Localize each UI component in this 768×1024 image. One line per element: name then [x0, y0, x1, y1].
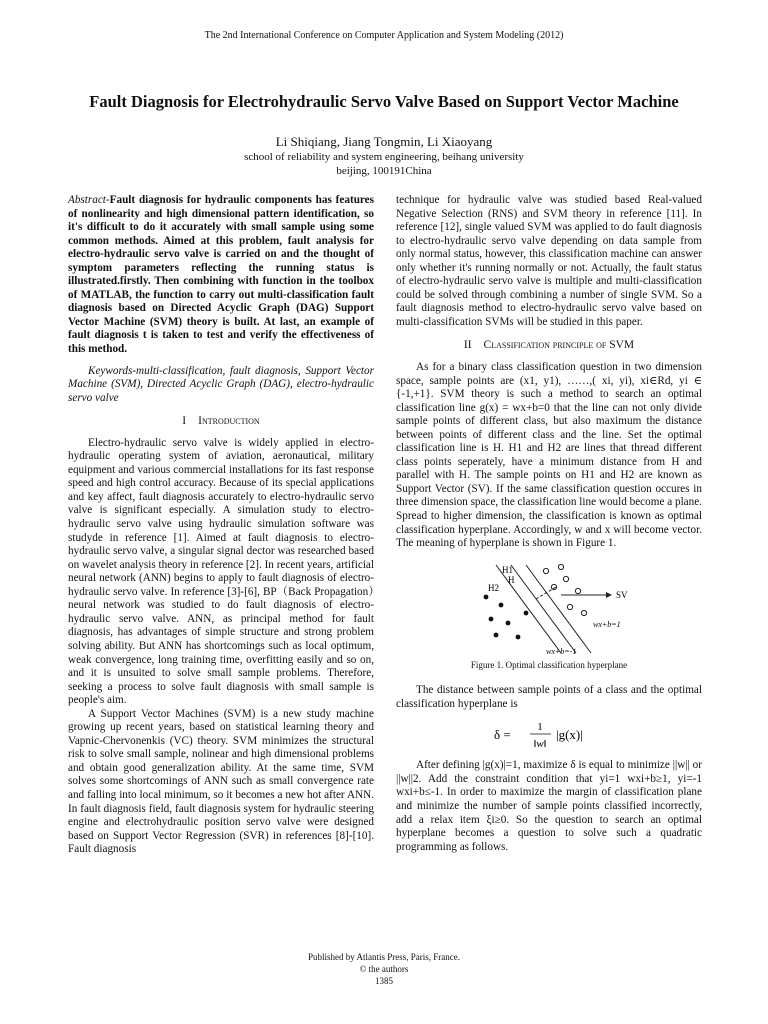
sample-point-open — [575, 588, 580, 593]
abstract-lead: Abstract- — [68, 194, 110, 206]
figure-1-caption: Figure 1. Optimal classification hyperplane — [470, 659, 628, 670]
label-h: H — [508, 574, 515, 585]
sample-point-open — [581, 610, 586, 615]
sample-point-open — [551, 584, 556, 589]
sample-point-filled — [489, 616, 494, 621]
sample-point-open — [567, 604, 572, 609]
section-1-title: Introduction — [198, 415, 260, 428]
sample-point-open — [563, 576, 568, 581]
paper-authors: Li Shiqiang, Jiang Tongmin, Li Xiaoyang — [275, 134, 493, 149]
formula-rhs: |g(x)| — [556, 727, 583, 743]
label-h1: H1 — [502, 564, 513, 575]
affiliation-line-1: school of reliability and system engineering, beihang university — [244, 151, 524, 163]
svm-paragraph-1: As for a binary class classification question in two dimension space, sample points are (x1, y1), ……,( xi, yi), xi∈Rd, yi ∈ {-1,+1}. SVM theory is such a method to search an optimal classification line g(x) = wx+b=0 that the line can not only divide sample points of different class, but also maximum the distance between points of different class and the line. Set the optimal classification line is H. H1 and H2 are lines that thread different class points seperately, have a minimum distance from H and parallel with H. The sample points on H1 and H2 are known as Support Vector (SV). If the same classification question occures in three dimension space, the classification line would become a plane. Spread to higher dimension, the classification is known as optimal classification hyperplane. Accordingly, w and x will become vector. The meaning of hyperplane is shown in Figure 1. — [396, 361, 702, 550]
label-wx-minus: wx+b=-1 — [546, 646, 577, 656]
abstract-text: Fault diagnosis for hydraulic components has features of nonlinearity and high dimensional pattern identification, so it's difficult to do it accurately with small sample using some common methods. Aimed at this problem, fault analysis for electro-hydraulic servo valve is carried on and the thought of symptom parameters reflecting the running status is illustrated.firstly. Then combining with function in the toolbox of MATLAB, the function to carry out multi-classification fault diagnosis based on Directed Acyclic Graph (DAG) Support Vector Machine (SVM) theory is built. At last, an example of fault diagnosis t is taken to test and verify the effectiveness of this method. — [68, 194, 374, 356]
sample-point-filled — [516, 634, 521, 639]
label-h2: H2 — [488, 582, 499, 593]
page-number: 1385 — [375, 976, 393, 986]
right-column — [396, 194, 702, 854]
distance-formula — [396, 717, 702, 753]
keywords: Keywords-multi-classification, fault diagnosis, Support Vector Machine (SVM), Directed Acyclic Graph (DAG), electro-hydraulic servo valve — [68, 364, 374, 404]
sample-point-open — [558, 564, 563, 569]
section-1-number: I — [182, 415, 187, 428]
sample-point-filled — [524, 610, 529, 615]
paper-title: Fault Diagnosis for Electrohydraulic Servo Valve Based on Support Vector Machine — [89, 92, 679, 111]
intro-paragraph-2: A Support Vector Machines (SVM) is a new study machine growing up recent years, based on statistical learning theory and Vapnic-Chervonenkis (VC) theory. SVM minimizes the structural risk to solve small sample, nolinear and high dimensional problems and obtain good generalization ability. At the same time, SVM solves some shortcomings of ANN such as small convergence rate and falling into local minimum, so it becomes a new hot after ANN. In fault diagnosis field, fault diagnosis system for hydraulic steering engine and electrohydraulic position servo valve were designed based on Support Vector Regression (SVR) in references [8]-[10]. Fault diagnosis — [68, 707, 374, 856]
section-1-heading — [68, 415, 374, 429]
affiliation — [0, 151, 768, 178]
svm-paragraph-2: The distance between sample points of a class and the optimal classification hyperplane is — [396, 684, 702, 710]
abstract — [68, 194, 374, 357]
label-wx-plus: wx+b=1 — [593, 619, 621, 629]
line-h1 — [496, 565, 561, 653]
affiliation-line-2: beijing, 100191China — [336, 164, 432, 177]
page-footer — [0, 951, 768, 987]
section-2-title: Classification principle of SVM — [483, 339, 635, 352]
margin-arrow — [536, 587, 556, 599]
svm-paragraph-3: After defining |g(x)|=1, maximize δ is equal to minimize ||w|| or ||w||2. Add the constraint condition that yi=1 wxi+b≥1, yi=-1 wxi+b≤-1. In order to maximize the margin of classification plane and minimize the number of sample points classified incorrectly, add a relax item ξi≥0. So the question to search an optimal hyperplane becomes a question to solve such a quadratic programming as follows. — [396, 759, 702, 853]
sv-arrow-head — [606, 592, 612, 598]
figure-1 — [396, 557, 702, 657]
intro-continuation: technique for hydraulic valve was studied based Real-valued Negative Selection (RNS) and SVM theory in reference [11]. In reference [12], single valued SVM was applied to do fault diagnosis to electro-hydraulic servo valve depending on data sample from only normal status, however, this classification machine can answer only whether it's running normally or not. Actually, the fault status of electro-hydraulic servo valve is multiple and multi-classification could be solved through combining a number of single SVM. So a fault diagnosis method to electro-hydraulic servo valve based on multi-classification SVMs will be studied in this paper. — [396, 194, 702, 328]
publisher-line: Published by Atlantis Press, Paris, France. — [308, 952, 460, 962]
copyright-line: © the authors — [359, 964, 409, 974]
sample-point-open — [543, 568, 548, 573]
section-2-heading — [396, 339, 702, 353]
sample-point-filled — [484, 594, 489, 599]
line-h — [511, 565, 576, 653]
line-h2 — [526, 565, 591, 653]
label-sv: SV — [616, 589, 628, 600]
formula-lhs: δ = — [494, 727, 511, 743]
sample-point-filled — [494, 632, 499, 637]
formula-numerator: 1 — [537, 721, 543, 734]
conference-header: The 2nd International Conference on Computer Application and System Modeling (2012) — [204, 30, 564, 41]
left-column — [68, 194, 374, 857]
formula-denominator: ‖w‖ — [533, 738, 547, 751]
sample-point-filled — [499, 602, 504, 607]
hyperplane-diagram — [466, 557, 636, 657]
intro-paragraph-1: Electro-hydraulic servo valve is widely applied in electro-hydraulic operating system of aviation, aeronautical, military equipment and various commercial installations for its fast response speed and high control accuracy. Because of its special applications and key affect, fault diagnosis accurately to electro-hydraulic servo valve is significant especially. A simulation study to electro-hydraulic servo valve using hydraulic simulation software was studyde in reference [1]. Aimed at fault diagnosis to electro-hydraulic servo valve, a singular signal dector was researched based on wavelet analysis theory in reference [2]. In recent years, artificial neural network (ANN) begins to apply to fault diagnosis of electro-hydraulic servo valve. In reference [3]-[6], BP（Back Propagation）neural network was studied to do fault diagnosis of electro-hydraulic servo valve. ANN, as principal method for fault diagnosis, has advantages of simple structure and strong problem solving ability. But ANN has shortcomings such as local optimum, weak convergence, long training time, overfitting easily and so on, and it is unsuited to solve small sample problems. Therefore, seeking a process to solve fault diagnosis with small sample is people's aim. — [68, 436, 374, 707]
formula-graphic — [474, 717, 624, 753]
section-2-number: II — [463, 339, 472, 352]
sample-point-filled — [506, 620, 511, 625]
